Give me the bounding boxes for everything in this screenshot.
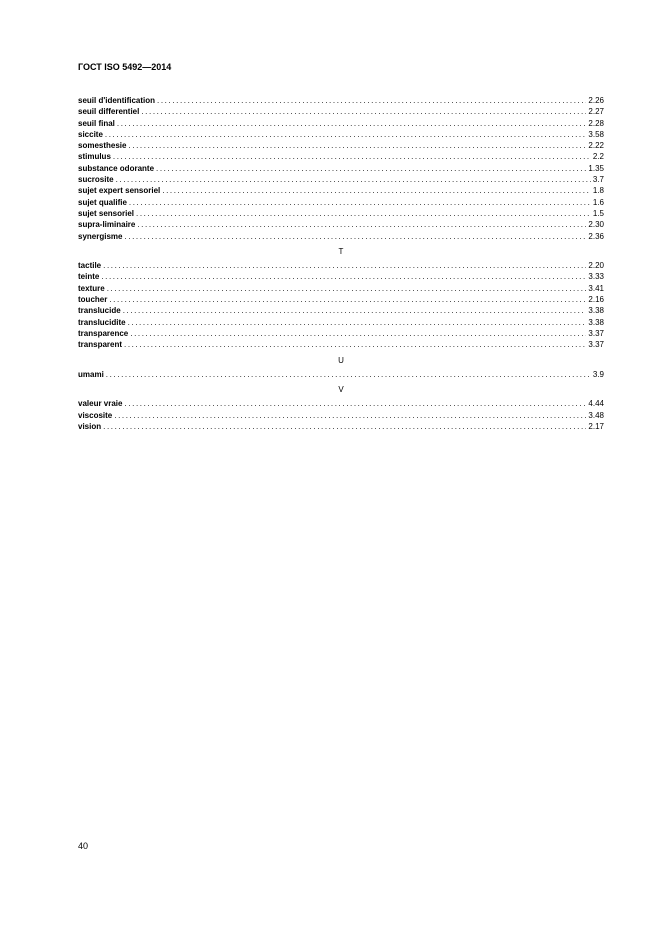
page-content	[78, 62, 604, 432]
index-term: supra-liminaire	[78, 220, 136, 230]
index-term: transparence	[78, 328, 129, 338]
index-term: viscosite	[78, 410, 113, 420]
dot-leader	[136, 208, 591, 219]
index-ref: 2.2	[592, 152, 604, 162]
index-entry	[78, 398, 604, 409]
dot-leader	[157, 95, 586, 106]
index-entry	[78, 260, 604, 271]
index-term: toucher	[78, 295, 108, 305]
index-term: vision	[78, 422, 102, 432]
index-ref: 2.26	[588, 96, 604, 105]
dot-leader	[162, 185, 591, 196]
index-term: translucide	[78, 306, 121, 316]
index-ref: 2.36	[588, 231, 604, 241]
index-term: seuil d'identification	[78, 96, 156, 105]
dot-leader	[116, 174, 591, 185]
dot-leader	[128, 140, 586, 151]
section-letter: U	[338, 355, 344, 365]
dot-leader	[124, 339, 586, 350]
index-entry	[78, 421, 604, 432]
dot-leader	[117, 118, 587, 129]
index-term: umami	[78, 369, 104, 379]
index-entry	[78, 339, 604, 350]
dot-leader	[105, 129, 587, 140]
index-term: somesthesie	[78, 141, 127, 151]
index-entry	[78, 197, 604, 208]
index-ref: 3.9	[592, 369, 604, 379]
index-ref: 2.30	[588, 220, 604, 230]
index-ref: 3.58	[588, 129, 604, 139]
index-ref: 3.33	[588, 272, 604, 282]
index-entry	[78, 328, 604, 339]
index-entry	[78, 140, 604, 151]
index-entry	[78, 185, 604, 196]
index-term: valeur vraie	[78, 399, 123, 409]
index-term: transparent	[78, 340, 123, 350]
index-list	[78, 95, 604, 432]
index-term: teinte	[78, 272, 100, 282]
index-ref: 3.37	[588, 328, 604, 338]
index-term: sujet qualifie	[78, 197, 127, 207]
index-term: sucrosite	[78, 175, 114, 185]
index-entry	[78, 369, 604, 380]
index-ref: 3.48	[588, 410, 604, 420]
index-term: translucidite	[78, 317, 126, 327]
index-ref: 3.38	[588, 306, 604, 316]
section-letter: T	[338, 246, 344, 256]
index-ref: 2.20	[588, 261, 604, 271]
index-entry	[78, 219, 604, 230]
index-term: synergisme	[78, 231, 123, 241]
index-ref: 3.41	[588, 283, 604, 293]
index-ref: 3.38	[588, 317, 604, 327]
index-entry	[78, 231, 604, 242]
index-ref: 1.6	[592, 197, 604, 207]
index-ref: 1.5	[592, 208, 604, 218]
index-term: sujet sensoriel	[78, 208, 135, 218]
dot-leader	[124, 398, 586, 409]
index-entry	[78, 174, 604, 185]
index-entry	[78, 106, 604, 117]
index-term: siccite	[78, 129, 103, 139]
index-entry	[78, 271, 604, 282]
index-ref: 2.16	[588, 295, 604, 305]
dot-leader	[124, 231, 586, 242]
index-term: stimulus	[78, 152, 111, 162]
dot-leader	[109, 294, 586, 305]
index-ref: 3.37	[588, 340, 604, 350]
index-ref: 2.17	[588, 422, 604, 432]
dot-leader	[129, 197, 591, 208]
index-ref: 4.44	[588, 399, 604, 409]
index-entry	[78, 95, 604, 106]
index-term: seuil differentiel	[78, 107, 140, 117]
dot-leader	[101, 271, 586, 282]
index-entry	[78, 283, 604, 294]
index-entry	[78, 305, 604, 316]
dot-leader	[137, 219, 586, 230]
dot-leader	[123, 305, 587, 316]
index-entry	[78, 163, 604, 174]
index-ref: 3.7	[592, 175, 604, 185]
dot-leader	[107, 283, 587, 294]
index-term: seuil final	[78, 118, 115, 128]
dot-leader	[114, 410, 586, 421]
index-ref: 1.8	[592, 186, 604, 196]
index-entry	[78, 294, 604, 305]
index-term: sujet expert sensoriel	[78, 186, 161, 196]
index-term: tactile	[78, 261, 102, 271]
dot-leader	[113, 151, 591, 162]
index-entry	[78, 410, 604, 421]
dot-leader	[103, 421, 586, 432]
dot-leader	[141, 106, 586, 117]
index-entry	[78, 118, 604, 129]
index-term: substance odorante	[78, 163, 155, 173]
section-letter: V	[338, 385, 344, 395]
index-entry	[78, 129, 604, 140]
page-number: 40	[78, 841, 89, 851]
index-term: texture	[78, 283, 105, 293]
document-title: ГОСТ ISO 5492—2014	[78, 62, 172, 72]
dot-leader	[156, 163, 586, 174]
dot-leader	[130, 328, 586, 339]
index-ref: 2.22	[588, 141, 604, 151]
index-ref: 2.28	[588, 118, 604, 128]
index-entry	[78, 317, 604, 328]
index-ref: 2.27	[588, 107, 604, 117]
index-entry	[78, 151, 604, 162]
index-ref: 1.35	[588, 163, 604, 173]
index-entry	[78, 208, 604, 219]
dot-leader	[103, 260, 586, 271]
dot-leader	[128, 317, 587, 328]
dot-leader	[106, 369, 591, 380]
